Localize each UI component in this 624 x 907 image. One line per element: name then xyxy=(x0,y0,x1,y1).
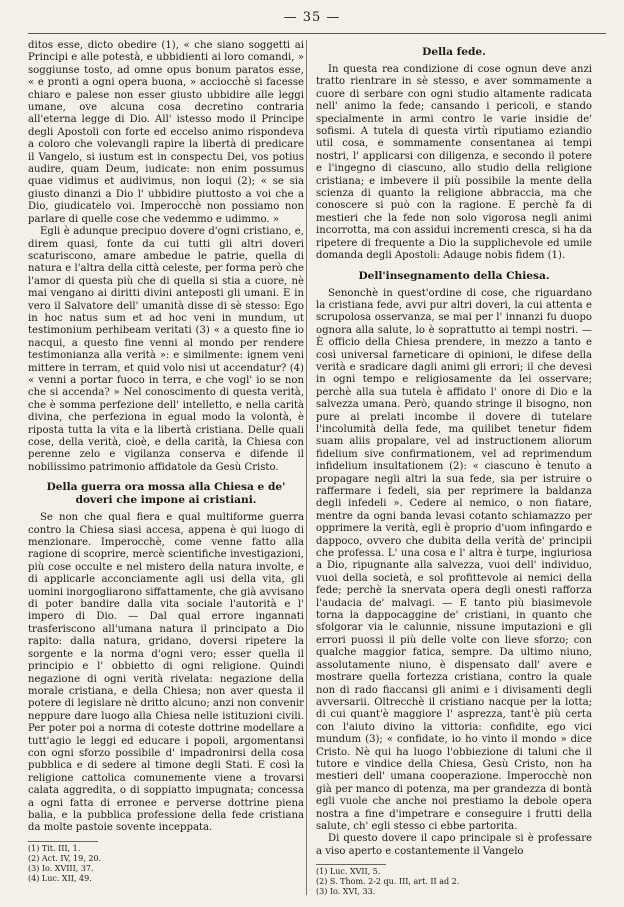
footnote: (3) Io. XVI, 33. xyxy=(316,887,376,897)
paragraph: Egli è adunque precipuo dovere d'ogni cristiano, e, direm quasi, fonte da cui tutti gli altri doveri scaturiscono, amare ambedue le patrie, quella di natura e l'altra della città celeste, per forma però che l'amor di questa più che di quella si stia a cuore, nè mai vengano ai diritti divini anteposti gli umani. E in vero il Salvatore dell' umanità disse di sè stesso: Ego in hoc natus sum et ad hoc veni in mundum, ut testimonium perhibeam veritati (3) « a questo fine io nacqui, a questo fine venni al mondo per rendere testimonianza alla verità »: e similmente: ignem veni mittere in terram, et quid volo nisi ut accendatur? (4) « venni a portar fuoco in terra, e che vogl' io se non che si accenda? » Nel conoscimento di questa verità, che è somma perfezione dell' intelletto, e nella carità divina, che perfeziona in egual modo la volontà, è riposta tutta la vita e la libertà cristiana. Delle quali cose, della verità, cioè, e della carità, la Chiesa con perenne zelo e vigilanza conserva e difende il nobilissimo patrimonio affidatole da Gesù Cristo. xyxy=(28,226,304,473)
section-heading: Della guerra ora mossa alla Chiesa e de' doveri che impone ai cristiani. xyxy=(46,481,286,507)
paragraph: Di questo dovere il capo principale si è professare a viso aperto e costantemente il Vangelo xyxy=(316,833,592,857)
section-heading: Della fede. xyxy=(422,46,486,58)
paragraph: In questa rea condizione di cose ognun deve anzi tratto rientrare in sè stesso, e aver sommamente a cuore di serbare con ogni studio altamente radicata nell' animo la fede; cansando i pericoli, e stando specialmente in armi contro le varie insidie de' sofismi. A tutela di questa virtù riputiamo eziandio util cosa, e sommamente consentanea ai tempi nostri, l' applicarsi con diligenza, e secondo il potere e l'ingegno di ciascuno, allo studio della religione cristiana; e imbevere il più possibile la mente della scienza di quanto la religione abbraccia, ma che conoscere si può con la ragione. E perchè fa di mestieri che la fede non solo vigorosa negli animi incorrotta, ma con assidui incrementi cresca, si ha da ripetere di frequente a Dio la supplichevole ed umile domanda degli Apostoli: Adauge nobis fidem (1). xyxy=(316,64,592,262)
footnotes xyxy=(316,864,460,897)
footnote: (4) Luc. XII, 49. xyxy=(28,873,92,883)
footnote: (3) Io. XVIII, 37. xyxy=(28,863,94,873)
left-column xyxy=(28,40,304,884)
paragraph: Se non che qual fiera e qual multiforme guerra contro la Chiesa siasi accesa, appena è qui luogo di menzionare. Imperocchè, come venne fatto alla ragione di scoprire, mercè scientifiche investigazioni, più cose occulte e nel mistero della natura involte, e di applicarle acconciamente agli usi della vita, gli uomini inorgogliarono siffattamente, che già avvisano di poter bandire dalla vita sociale l'autorità e l' impero di Dio. — Dal qual errore ingannati trasferiscono all'umana natura il principato a Dio rapito: dalla natura, gridano, doversi ripetere la sorgente e la norma d'ogni vero; esser quella il principio e l' obbietto di ogni religione. Quindi negazione di ogni verità rivelata: negazione della morale cristiana, e della Chiesa; non aver questa il potere di legislare nè dritto alcuno; anzi non convenir neppure dare luogo alla Chiesa nelle istituzioni civili. Per poter poi a norma di coteste dottrine modellare a tutt'agio le leggi ed educare i popoli, argomentansi con ogni sforzo possibile d' impadronirsi della cosa pubblica e di sedere al timone degli Stati. E così la religione cattolica comunemente viene a trovarsi calata aggredita, o di soppiatto impugnata; concessa a ogni fatta di erronee e perverse dottrine piena balia, e la pubblica professione della fede cristiana da molte pastoie sovente inceppata. xyxy=(28,512,305,834)
paragraph: ditos esse, dicto obedire (1), « che siano soggetti ai Principi e alle potestà, e ubbidienti ai loro comandi, » soggiunse tosto, ad omne opus bonum paratos esse, « e pronti a ogni opera buona, » acciocchè si facesse chiaro e palese non esser giusto ubbidire alle leggi umane, ove alcuna cosa decretino contraria all'eterna legge di Dio. All' istesso modo il Principe degli Apostoli con forte ed eccelso animo rispondeva a coloro che volevangli rapire la libertà di predicare il Vangelo, si iustum est in conspectu Dei, vos potius audire, quam Deum, iudicate: non enim possumus quae vidimus et audivimus, non loqui (2); « se sia giusto dinanzi a Dio l' ubbidire piuttosto a voi che a Dio, giudicatelo voi. Imperocchè non possiamo non parlare di quelle cose che vedemmo e udimmo. » xyxy=(28,40,304,225)
right-column xyxy=(316,40,592,897)
page-number: — 35 — xyxy=(283,10,341,25)
column-divider xyxy=(306,40,307,895)
footnote: (1) Luc. XVII, 5. xyxy=(316,867,381,877)
paragraph: Senonchè in quest'ordine di cose, che riguardano la cristiana fede, avvi pur altri doveri, la cui attenta e scrupolosa osservanza, se mai per l' innanzi fu duopo ognora alla salute, lo è soprattutto ai tempi nostri. — È officio della Chiesa prendere, in mezzo a tanto e così universal farneticare di opinioni, le difese della verità e sradicare dagli animi gli errori; il che devesi in ogni tempo e religiosamente da lei osservare; perchè alla sua tutela è affidato l' onore di Dio e la salvezza umana. Però, quando stringe il bisogno, non pure ai prelati incombe il dovere di tutelare l'incolumità della fede, ma quilibet tenetur fidem suam aliis propalare, vel ad instructionem aliorum fidelium sive confirmationem, vel ad reprimendum infidelium insultationem (2): « ciascuno è tenuto a propagare negli altri la sua fede, sia per istruire o raffermare i fedeli, sia per reprimere la baldanza degli infedeli ». Cedere al nemico, o non fiatare, mentre da ogni banda levasi cotanto schiamazzo per opprimere la verità, egli è proprio d'uom infingardo e dappoco, ovvero che dubita della verità de' principii che professa. L' una cosa e l' altra è turpe, ingiuriosa a Dio, ripugnante alla salvezza, vuoi dell' individuo, vuoi della società, e sol profittevole ai nemici della fede; perchè la snervata opera degli onesti rafforza l'audacia de' malvagi. — E tanto più biasimevole torna la dappocaggine de' cristiani, in quanto che sfolgorar via le calunnie, nissune imputazioni e gli errori puossi il più delle volte con lieve sforzo; con qualche maggior fatica, sempre. Da ultimo niuno, assolutamente niuno, è dispensato dall' avere e mostrare quella fortezza cristiana, contro la quale non di rado fiaccansi gli animi e i divisamenti degli avversarii. Oltrecchè il cristiano nacque per la lotta; di cui quant'è maggiore l' asprezza, tant'è più certa con l'aiuto divino la vittoria: confidite, ego vici mundum (3); « confidate, io ho vinto il mondo » dice Cristo. Nè qui ha luogo l'obbiezione di taluni che il tutore e vindice della Chiesa, Gesù Cristo, non ha mestieri dell' umana cooperazione. Imperocchè non già per manco di potenza, ma per grandezza di bontà egli vuole che anche noi prestiamo la debole opera nostra a fine d'impetrare e conseguire i frutti della salute, ch' egli stesso ci ebbe partorita. xyxy=(316,287,592,832)
section-heading: Dell'insegnamento della Chiesa. xyxy=(358,269,550,282)
footnotes xyxy=(28,841,102,884)
header-rule xyxy=(28,33,606,34)
footnote: (2) S. Thom. 2-2 qu. III, art. II ad 2. xyxy=(316,877,460,887)
footnote: (2) Act. IV, 19, 20. xyxy=(28,853,102,863)
footnote: (1) Tit. III, 1. xyxy=(28,843,81,853)
